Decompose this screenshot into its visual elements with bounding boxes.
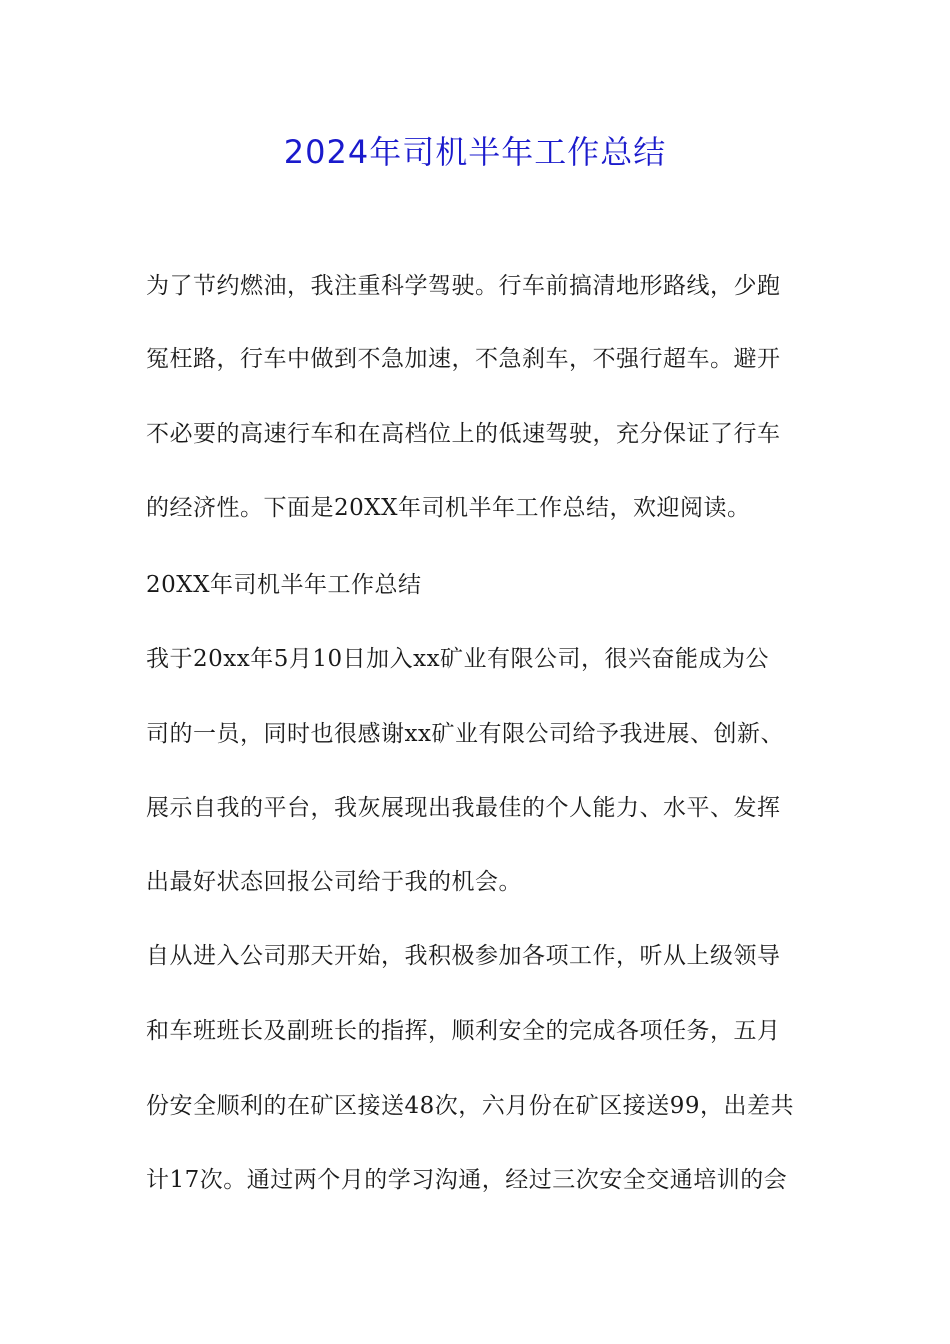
text-line: 冤枉路，行车中做到不急加速，不急刹车，不强行超车。避开: [146, 346, 781, 372]
text-line: 自从进入公司那天开始，我积极参加各项工作，听从上级领导: [146, 943, 781, 969]
text-line: 出最好状态回报公司给于我的机会。: [146, 869, 522, 895]
section-heading: 20XX年司机半年工作总结: [146, 572, 422, 598]
text-line: 和车班班长及副班长的指挥，顺利安全的完成各项任务，五月: [146, 1018, 781, 1044]
text-line: 司的一员，同时也很感谢xx矿业有限公司给予我进展、创新、: [146, 721, 784, 747]
text-line: 份安全顺利的在矿区接送48次，六月份在矿区接送99，出差共: [146, 1093, 795, 1119]
text-line: 为了节约燃油，我注重科学驾驶。行车前搞清地形路线，少跑: [146, 273, 781, 299]
text-line: 的经济性。下面是20XX年司机半年工作总结，欢迎阅读。: [146, 495, 751, 521]
document-title: 2024年司机半年工作总结: [283, 133, 667, 171]
text-line: 我于20xx年5月10日加入xx矿业有限公司，很兴奋能成为公: [146, 646, 770, 672]
text-line: 计17次。通过两个月的学习沟通，经过三次安全交通培训的会: [146, 1167, 788, 1193]
text-line: 不必要的高速行车和在高档位上的低速驾驶，充分保证了行车: [146, 421, 781, 447]
text-line: 展示自我的平台，我灰展现出我最佳的个人能力、水平、发挥: [146, 795, 781, 821]
